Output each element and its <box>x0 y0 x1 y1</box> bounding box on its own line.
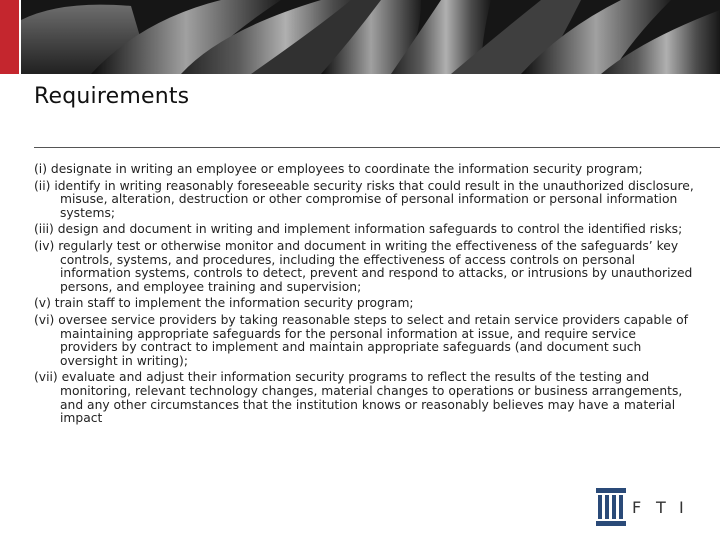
requirement-item: (ii) identify in writing reasonably foreseeable security risks that could result in the unauthorized disclosure, misuse, alteration, destruction or other compromise of personal information or personal information systems; <box>34 178 694 220</box>
slide-title: Requirements <box>34 84 190 109</box>
column-building-icon <box>596 488 626 526</box>
requirement-item: (vii) evaluate and adjust their information security programs to reflect the results of the testing and monitoring, relevant technology changes, material changes to operations or business arrangements, and any other circumstances that the institution knows or reasonably believes may have a material impact <box>34 370 683 426</box>
requirements-list <box>34 163 696 429</box>
header-banner-image <box>21 0 720 74</box>
title-divider <box>34 147 720 148</box>
accent-bar <box>0 0 19 74</box>
logo-letter-i: I <box>679 498 684 517</box>
logo-letter-f: F <box>632 498 642 517</box>
requirement-item: (iii) design and document in writing and implement information safeguards to control the identified risks; <box>34 222 683 237</box>
fti-logo <box>596 488 696 528</box>
requirement-item: (v) train staff to implement the information security program; <box>34 296 414 311</box>
logo-letter-t: T <box>656 498 666 517</box>
requirement-item: (i) designate in writing an employee or employees to coordinate the information security program; <box>34 162 643 176</box>
requirement-item: (iv) regularly test or otherwise monitor and document in writing the effectiveness of the safeguards’ key controls, systems, and procedures, including the effectiveness of access controls on personal information systems, controls to detect, prevent and respond to attacks, or intrusions by unauthorized persons, and employee training and supervision; <box>34 238 693 294</box>
requirement-item: (vi) oversee service providers by taking reasonable steps to select and retain service providers capable of maintaining appropriate safeguards for the personal information at issue, and require service providers by contract to implement and maintain appropriate safeguards (and document such oversight in writing); <box>34 312 688 368</box>
